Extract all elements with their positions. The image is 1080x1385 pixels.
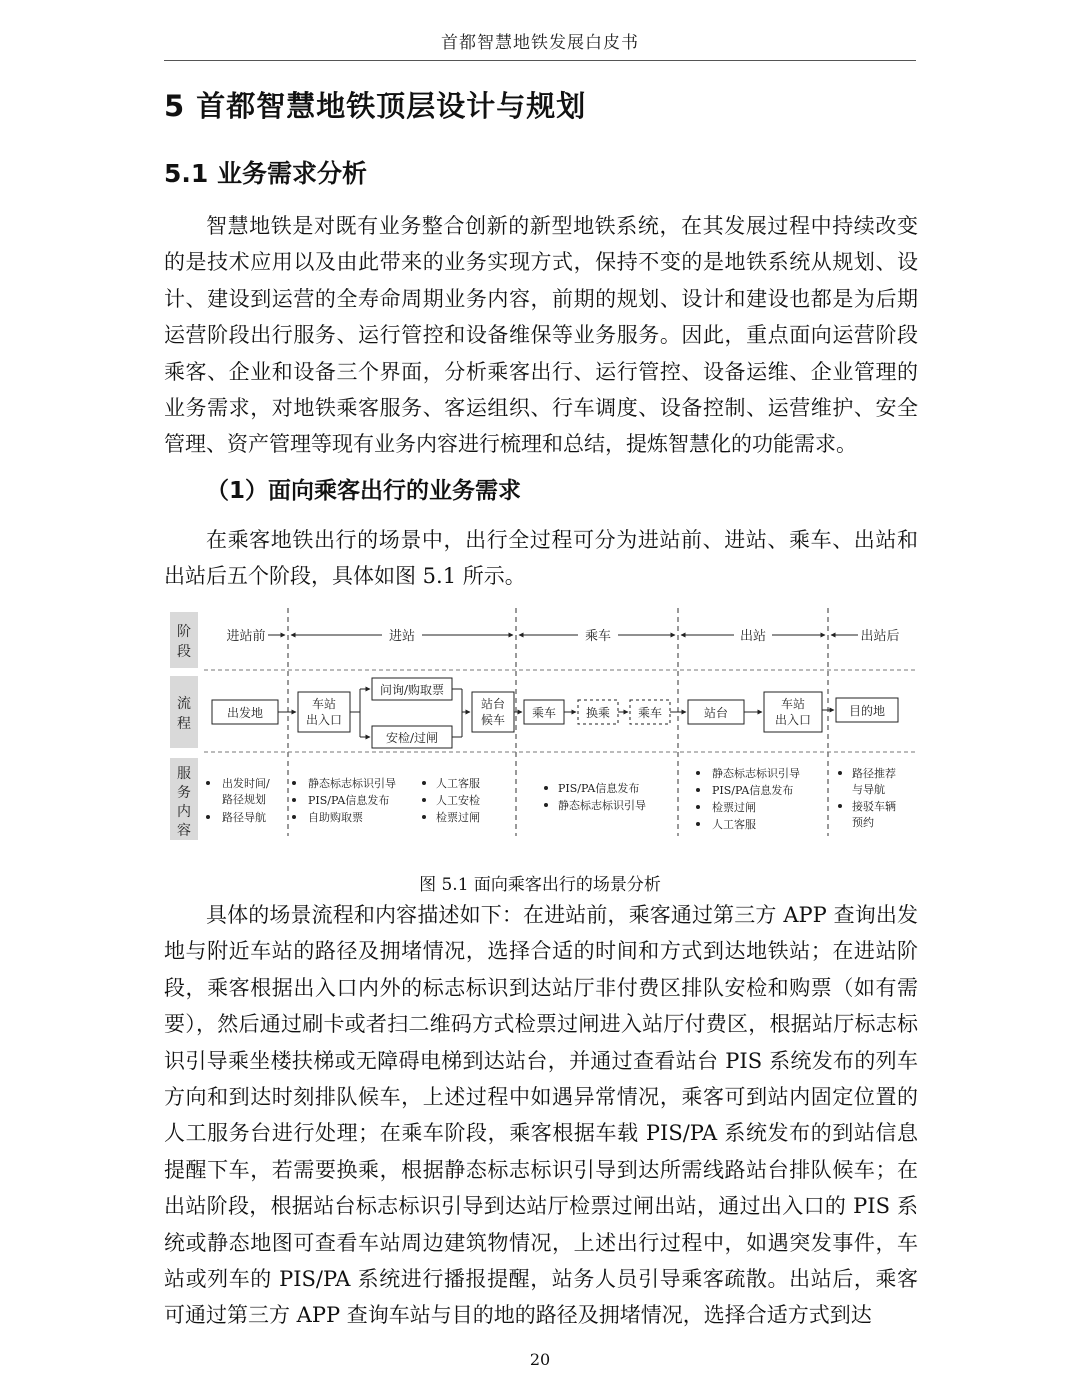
service-entry-b-3: 检票过闸 (436, 811, 480, 824)
header-rule (164, 60, 916, 61)
intro-paragraph: 智慧地铁是对既有业务整合创新的新型地铁系统，在其发展过程中持续改变的是技术应用以及由此带来的业务实现方式，保持不变的是地铁系统从规划、设计、建设到运营的全寿命周期业务内容，前期的规划、设计和建设也都是为后期运营阶段出行服务、运行管控和设备维保等业务服务。因此，重点面向运营阶段乘客、企业和设备三个界面，分析乘客出行、运行管控、设备运维、企业管理的业务需求，对地铁乘客服务、客运组织、行车调度、设备控制、运营维护、安全管理、资产管理等现有业务内容进行梳理和总结，提炼智慧化的功能需求。 (164, 214, 918, 457)
detail-paragraph: 具体的场景流程和内容描述如下：在进站前，乘客通过第三方 APP 查询出发地与附近车站的路径及拥堵情况，选择合适的时间和方式到达地铁站；在进站阶段，乘客根据出入口内外的标志标识到达站厅非付费区排队安检和购票（如有需要），然后通过刷卡或者扫二维码方式检票过闸进入站厅付费区，根据站厅标志标识引导乘坐楼扶梯或无障碍电梯到达站台，并通过查看站台 PIS 系统发布的列车方向和到达时刻排队候车，上述过程中如遇异常情况，乘客可到站内固定位置的人工服务台进行处理；在乘车阶段，乘客根据车载 PIS/PA 系统发布的到站信息提醒下车，若需要换乘，根据静态标志标识引导到达所需线路站台排队候车；在出站阶段，根据站台标志标识引导到达站厅检票过闸出站，通过出入口的 PIS 系统或静态地图可查看车站周边建筑物情况，上述出行过程中，如遇突发事件，车站或列车的 PIS/PA 系统进行播报提醒，站务人员引导乘客疏散。出站后，乘客可通过第三方 APP 查询车站与目的地的路径及拥堵情况，选择合适方式到达 (164, 903, 918, 1328)
service-before-2: 路径规划 (222, 793, 266, 806)
row-label-service-2: 务 (177, 785, 191, 801)
flow-security: 安检/过闸 (385, 731, 439, 745)
service-exit-3: 检票过闸 (712, 801, 756, 814)
flow-transfer: 换乘 (585, 706, 611, 720)
service-exit-2: PIS/PA信息发布 (712, 784, 794, 797)
services-entry-b (422, 776, 480, 824)
flow-entrance-2: 出入口 (305, 713, 343, 727)
service-after-3: 接驳车辆 (852, 800, 896, 813)
scene-analysis-diagram (160, 604, 920, 844)
service-before-1: 出发时间/ (222, 777, 270, 790)
chapter-title: 5 首都智慧地铁顶层设计与规划 (164, 89, 587, 123)
row-label-service-4: 容 (177, 823, 191, 839)
row-label-service-3: 内 (177, 804, 191, 820)
stage-entry: 进站 (388, 629, 416, 644)
flow-entrance-1: 车站 (311, 697, 337, 711)
service-entry-b-1: 人工客服 (436, 777, 480, 790)
service-riding-2: 静态标志标识引导 (558, 799, 646, 812)
flow-exit-1: 车站 (780, 697, 806, 711)
service-riding-1: PIS/PA信息发布 (558, 782, 640, 795)
page-number: 20 (529, 1350, 551, 1369)
service-before-3: 路径导航 (222, 811, 266, 824)
service-entry-a-3: 自助购取票 (308, 811, 363, 824)
service-entry-a-1: 静态标志标识引导 (308, 777, 396, 790)
section-title: 5.1 业务需求分析 (164, 159, 367, 188)
service-after-2: 与导航 (852, 783, 885, 796)
figure-caption: 图 5.1 面向乘客出行的场景分析 (419, 875, 661, 895)
flow-exit-2: 出入口 (774, 713, 812, 727)
subsection-title: （1）面向乘客出行的业务需求 (206, 478, 522, 504)
flow-platform: 站台 (703, 706, 729, 720)
scene-paragraph: 在乘客地铁出行的场景中，出行全过程可分为进站前、进站、乘车、出站和出站后五个阶段，具体如图 5.1 所示。 (164, 528, 918, 589)
flow-platform-wait-1: 站台 (480, 697, 506, 711)
service-entry-b-2: 人工安检 (436, 794, 480, 807)
service-after-1: 路径推荐 (852, 767, 896, 780)
flow-ask-ticket: 问询/购取票 (379, 683, 445, 697)
stage-exit: 出站 (739, 629, 767, 644)
flow-platform-wait-2: 候车 (480, 713, 506, 727)
stage-after-exit: 出站后 (860, 629, 900, 644)
service-exit-4: 人工客服 (712, 818, 756, 831)
service-after-4: 预约 (852, 816, 874, 829)
row-label-stage-1: 阶 (177, 624, 191, 640)
row-label-service-1: 服 (177, 766, 191, 782)
row-label-flow-1: 流 (177, 696, 191, 712)
service-entry-a-2: PIS/PA信息发布 (308, 794, 390, 807)
services-before-entry (206, 776, 270, 824)
running-header: 首都智慧地铁发展白皮书 (441, 33, 639, 53)
service-exit-1: 静态标志标识引导 (712, 767, 800, 780)
flow-ride-1: 乘车 (531, 706, 557, 720)
figure-5-1 (160, 604, 920, 848)
flow-origin: 出发地 (226, 706, 264, 720)
stage-before-entry: 进站前 (226, 629, 266, 644)
row-label-flow-2: 程 (177, 716, 191, 732)
row-label-flow-bg (170, 676, 198, 748)
flow-ride-2: 乘车 (637, 706, 663, 720)
stage-riding: 乘车 (584, 629, 612, 644)
services-riding (544, 781, 646, 812)
row-label-stage-2: 段 (177, 644, 191, 660)
flow-destination: 目的地 (848, 704, 886, 718)
services-exiting (696, 766, 800, 831)
services-entry-a (292, 776, 396, 824)
services-after-exit (838, 766, 896, 829)
